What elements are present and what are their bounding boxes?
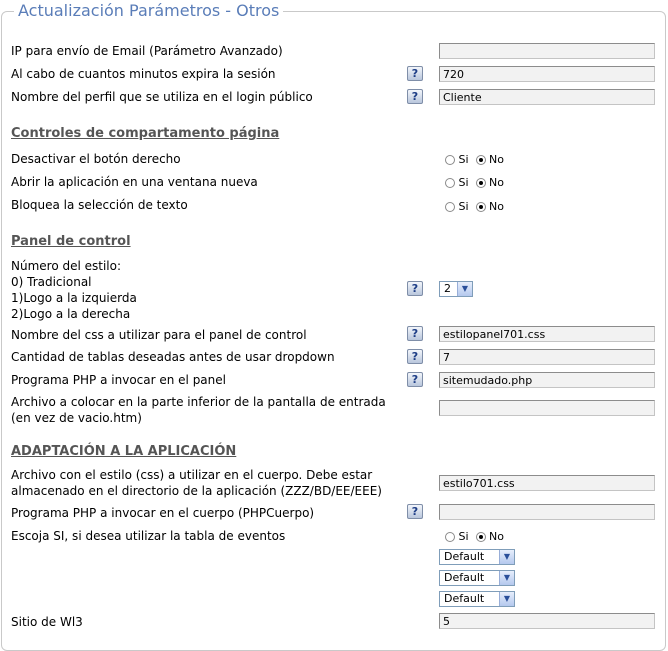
session-expire-input[interactable]	[439, 66, 655, 82]
email-ip-label: IP para envío de Email (Parámetro Avanzado)	[11, 44, 283, 58]
panel-css-label: Nombre del css a utilizar para el panel de control	[11, 328, 307, 342]
style-number-label: Número del estilo: 0) Tradicional 1)Logo a la izquierda 2)Logo a la derecha	[11, 259, 137, 321]
help-icon[interactable]: ?	[407, 326, 423, 341]
panel-css-input[interactable]	[439, 326, 655, 342]
disable-right-click-label: Desactivar el botón derecho	[11, 152, 181, 166]
block-selection-radios: Si No	[445, 200, 504, 214]
disable-right-click-radios: Si No	[445, 153, 504, 167]
bottom-file-input[interactable]	[439, 400, 655, 416]
body-php-label: Programa PHP a invocar en el cuerpo (PHPCuerpo)	[11, 506, 315, 520]
page-title: Actualización Parámetros - Otros	[14, 1, 283, 21]
body-css-label: Archivo con el estilo (css) a utilizar en el cuerpo. Debe estar almacenado en el directorio de la aplicación (ZZZ/BD/EE/EEE)	[11, 468, 382, 498]
help-icon[interactable]: ?	[407, 349, 423, 364]
new-window-radios: Si No	[445, 176, 504, 190]
help-icon[interactable]: ?	[407, 372, 423, 387]
radio-si[interactable]	[445, 155, 455, 165]
body-php-input[interactable]	[439, 504, 655, 520]
public-profile-input[interactable]	[439, 89, 655, 105]
block-selection-label: Bloquea la selección de texto	[11, 198, 188, 212]
chevron-down-icon: ▼	[499, 592, 514, 606]
body-css-input[interactable]	[439, 475, 655, 491]
email-ip-input[interactable]	[439, 43, 655, 59]
help-icon[interactable]: ?	[407, 66, 423, 81]
default-select-2[interactable]: Default ▼	[439, 570, 515, 586]
section-adaptation-title: ADAPTACIÓN A LA APLICACIÓN	[11, 444, 237, 459]
help-icon[interactable]: ?	[407, 281, 423, 296]
events-table-label: Escoja SI, si desea utilizar la tabla de eventos	[11, 529, 286, 543]
section-behavior-title: Controles de compartamento página	[11, 126, 280, 141]
default-select-1[interactable]: Default ▼	[439, 549, 515, 565]
wl3-site-label: Sitio de Wl3	[11, 615, 83, 629]
radio-si[interactable]	[445, 532, 455, 542]
radio-si[interactable]	[445, 178, 455, 188]
session-expire-label: Al cabo de cuantos minutos expira la sesión	[11, 67, 276, 81]
panel-php-input[interactable]	[439, 372, 655, 388]
new-window-label: Abrir la aplicación en una ventana nueva	[11, 175, 258, 189]
chevron-down-icon: ▼	[499, 571, 514, 585]
radio-no[interactable]	[476, 202, 486, 212]
radio-no[interactable]	[476, 155, 486, 165]
chevron-down-icon: ▼	[457, 282, 472, 296]
help-icon[interactable]: ?	[407, 504, 423, 519]
events-table-radios: Si No	[445, 530, 504, 544]
public-profile-label: Nombre del perfil que se utiliza en el login público	[11, 90, 313, 104]
tables-count-label: Cantidad de tablas deseadas antes de usar dropdown	[11, 350, 335, 364]
bottom-file-label: Archivo a colocar en la parte inferior de la pantalla de entrada (en vez de vacio.htm)	[11, 395, 386, 425]
radio-si[interactable]	[445, 202, 455, 212]
radio-no[interactable]	[476, 532, 486, 542]
panel-php-label: Programa PHP a invocar en el panel	[11, 373, 226, 387]
radio-no[interactable]	[476, 178, 486, 188]
default-select-3[interactable]: Default ▼	[439, 591, 515, 607]
help-icon[interactable]: ?	[407, 89, 423, 104]
wl3-site-input[interactable]	[439, 613, 655, 629]
style-number-select[interactable]: 2 ▼	[439, 281, 473, 297]
section-panel-title: Panel de control	[11, 234, 131, 249]
tables-count-input[interactable]	[439, 349, 655, 365]
chevron-down-icon: ▼	[499, 550, 514, 564]
